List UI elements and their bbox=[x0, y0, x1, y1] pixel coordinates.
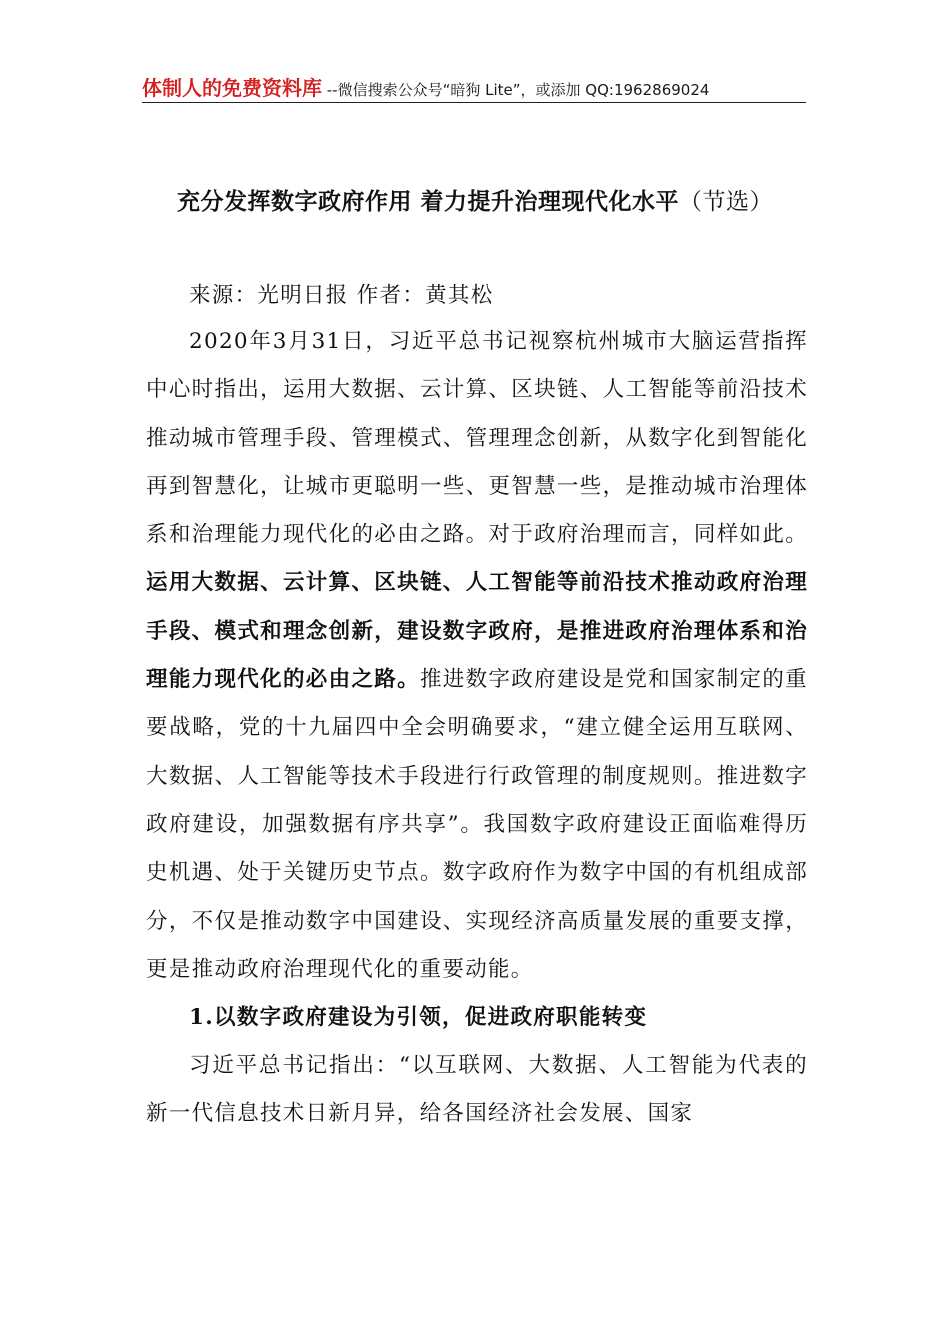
paragraph-1-text-a: 2020年3月31日，习近平总书记视察杭州城市大脑运营指挥中心时指出，运用大数据、云计算、区块链、人工智能等前沿技术推动城市管理手段、管理模式、管理理念创新，从数字化到智能化再到智慧化，让城市更聪明一些、更智慧一些，是推动城市治理体系和治理能力现代化的必由之路。对于政府治理而言，同样如此。 bbox=[146, 329, 808, 548]
paragraph-1-text-b: 推进数字政府建设是党和国家制定的重要战略，党的十九届四中全会明确要求，“建立健全运用互联网、大数据、人工智能等技术手段进行行政管理的制度规则。推进数字政府建设，加强数据有序共享”。我国数字政府建设正面临难得历史机遇、处于关键历史节点。数字政府作为数字中国的有机组成部分，不仅是推动数字中国建设、实现经济高质量发展的重要支撑，更是推动政府治理现代化的重要动能。 bbox=[146, 667, 808, 982]
header-brand: 体制人的免费资料库 bbox=[142, 76, 322, 100]
title-main: 充分发挥数字政府作用 着力提升治理现代化水平 bbox=[176, 189, 679, 215]
page-header bbox=[142, 72, 806, 103]
paragraph-1-bold: 运用大数据、云计算、区块链、人工智能等前沿技术推动政府治理手段、模式和理念创新，建设数字政府，是推进政府治理体系和治理能力现代化的必由之路。 bbox=[146, 570, 808, 693]
source-line: 来源：光明日报 作者：黄其松 bbox=[189, 283, 494, 308]
document-title bbox=[0, 183, 950, 216]
title-suffix: （节选） bbox=[679, 189, 773, 215]
section-heading-1: 1.以数字政府建设为引领，促进政府职能转变 bbox=[189, 1005, 648, 1031]
document-body bbox=[146, 280, 808, 1139]
paragraph-1 bbox=[146, 318, 808, 994]
main-content bbox=[146, 318, 808, 1139]
paragraph-2: 习近平总书记指出：“以互联网、大数据、人工智能为代表的新一代信息技术日新月异，给各国经济社会发展、国家 bbox=[146, 1053, 808, 1127]
header-tagline: --微信搜索公众号“暗狗 Lite”，或添加 QQ:1962869024 bbox=[322, 81, 710, 99]
